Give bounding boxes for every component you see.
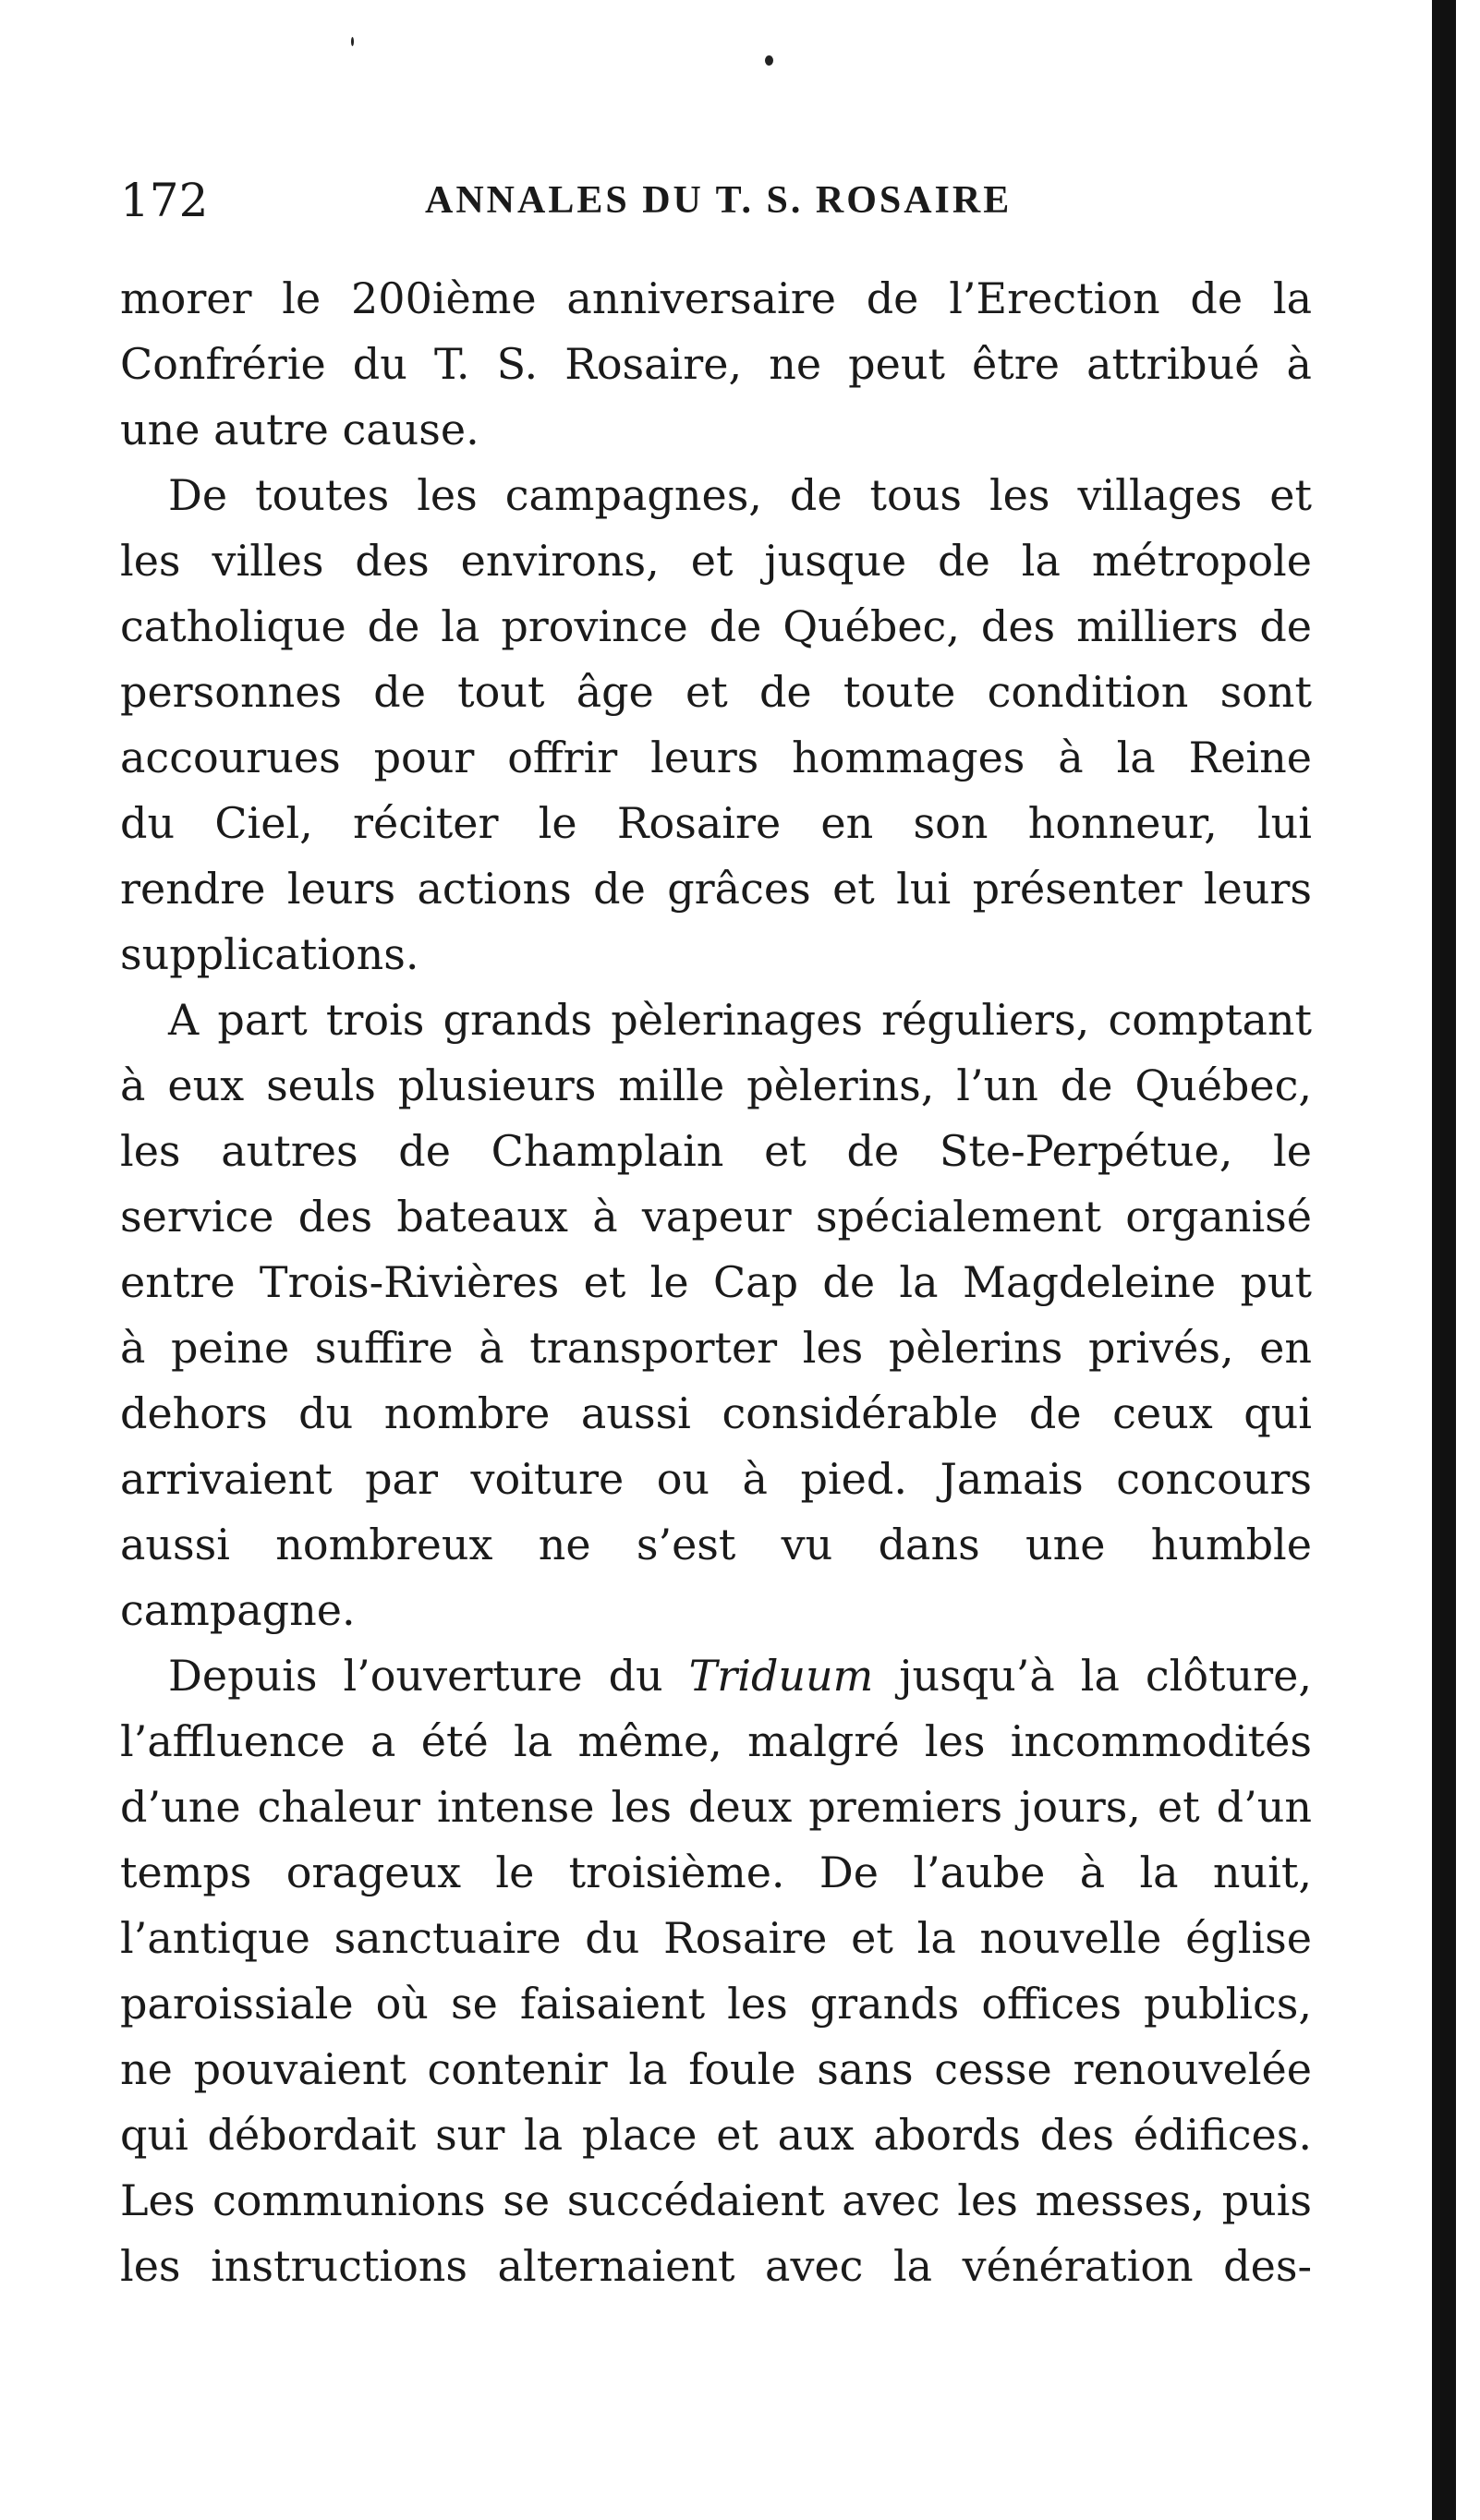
text-line-with-italic [120, 1643, 1312, 1709]
text-line: une autre cause. [120, 405, 479, 454]
text-line: l’antique sanctuaire du Rosaire et la nouvelle église [120, 1913, 1312, 1963]
text-line: arrivaient par voiture ou à pied. Jamais concours [120, 1454, 1312, 1504]
text-line: ne pouvaient contenir la foule sans cesse renouvelée [120, 2044, 1312, 2094]
paragraph [120, 1643, 1312, 2299]
text-fragment: Depuis l’ouverture du [168, 1651, 689, 1701]
italic-word-triduum: Triduum [688, 1651, 874, 1701]
text-line: à peine suffire à transporter les pèlerins privés, en [120, 1323, 1312, 1373]
text-fragment: jusqu’à la clôture, [873, 1651, 1313, 1701]
paragraph [120, 987, 1312, 1643]
text-line: les instructions alternaient avec la vénération des- [120, 2241, 1312, 2291]
print-speck [351, 37, 354, 46]
text-line: paroissiale où se faisaient les grands offices publics, [120, 1979, 1312, 2029]
text-line: personnes de tout âge et de toute condition sont [120, 667, 1312, 717]
text-line: entre Trois-Rivières et le Cap de la Magdeleine put [120, 1257, 1312, 1307]
page-edge-shadow [1432, 0, 1456, 2520]
text-line: aussi nombreux ne s’est vu dans une humble [120, 1520, 1312, 1569]
paragraph [120, 463, 1312, 987]
text-line: Confrérie du T. S. Rosaire, ne peut être attribué à [120, 339, 1312, 389]
body-text [120, 266, 1312, 2299]
text-line: campagne. [120, 1585, 356, 1635]
page-number: 172 [120, 174, 209, 227]
text-line: du Ciel, réciter le Rosaire en son honneur, lui [120, 798, 1312, 848]
text-line: d’une chaleur intense les deux premiers jours, et d’un [120, 1782, 1312, 1832]
text-line: l’affluence a été la même, malgré les incommodités [120, 1716, 1312, 1766]
text-line: qui débordait sur la place et aux abords des édifices. [120, 2110, 1312, 2160]
text-line: service des bateaux à vapeur spécialement organisé [120, 1192, 1312, 1242]
paragraph [120, 266, 1312, 463]
text-line: à eux seuls plusieurs mille pèlerins, l’un de Québec, [120, 1060, 1312, 1110]
text-line: temps orageux le troisième. De l’aube à la nuit, [120, 1848, 1312, 1897]
text-line: les autres de Champlain et de Ste-Perpétue, le [120, 1126, 1312, 1176]
running-head [120, 168, 1312, 233]
running-title: ANNALES DU T. S. ROSAIRE [425, 179, 1013, 222]
text-line: De toutes les campagnes, de tous les villages et [168, 470, 1312, 520]
text-line: Les communions se succédaient avec les messes, puis [120, 2175, 1312, 2225]
text-line: accourues pour offrir leurs hommages à la Reine [120, 733, 1312, 782]
text-line: morer le 200ième anniversaire de l’Erection de la [120, 273, 1312, 323]
text-line: A part trois grands pèlerinages réguliers, comptant [168, 995, 1312, 1045]
text-line: catholique de la province de Québec, des milliers de [120, 601, 1312, 651]
text-line: rendre leurs actions de grâces et lui présenter leurs [120, 864, 1312, 914]
text-line: supplications. [120, 929, 419, 979]
text-line: dehors du nombre aussi considérable de ceux qui [120, 1388, 1312, 1438]
print-speck [765, 55, 773, 66]
text-line: les villes des environs, et jusque de la métropole [120, 536, 1312, 586]
